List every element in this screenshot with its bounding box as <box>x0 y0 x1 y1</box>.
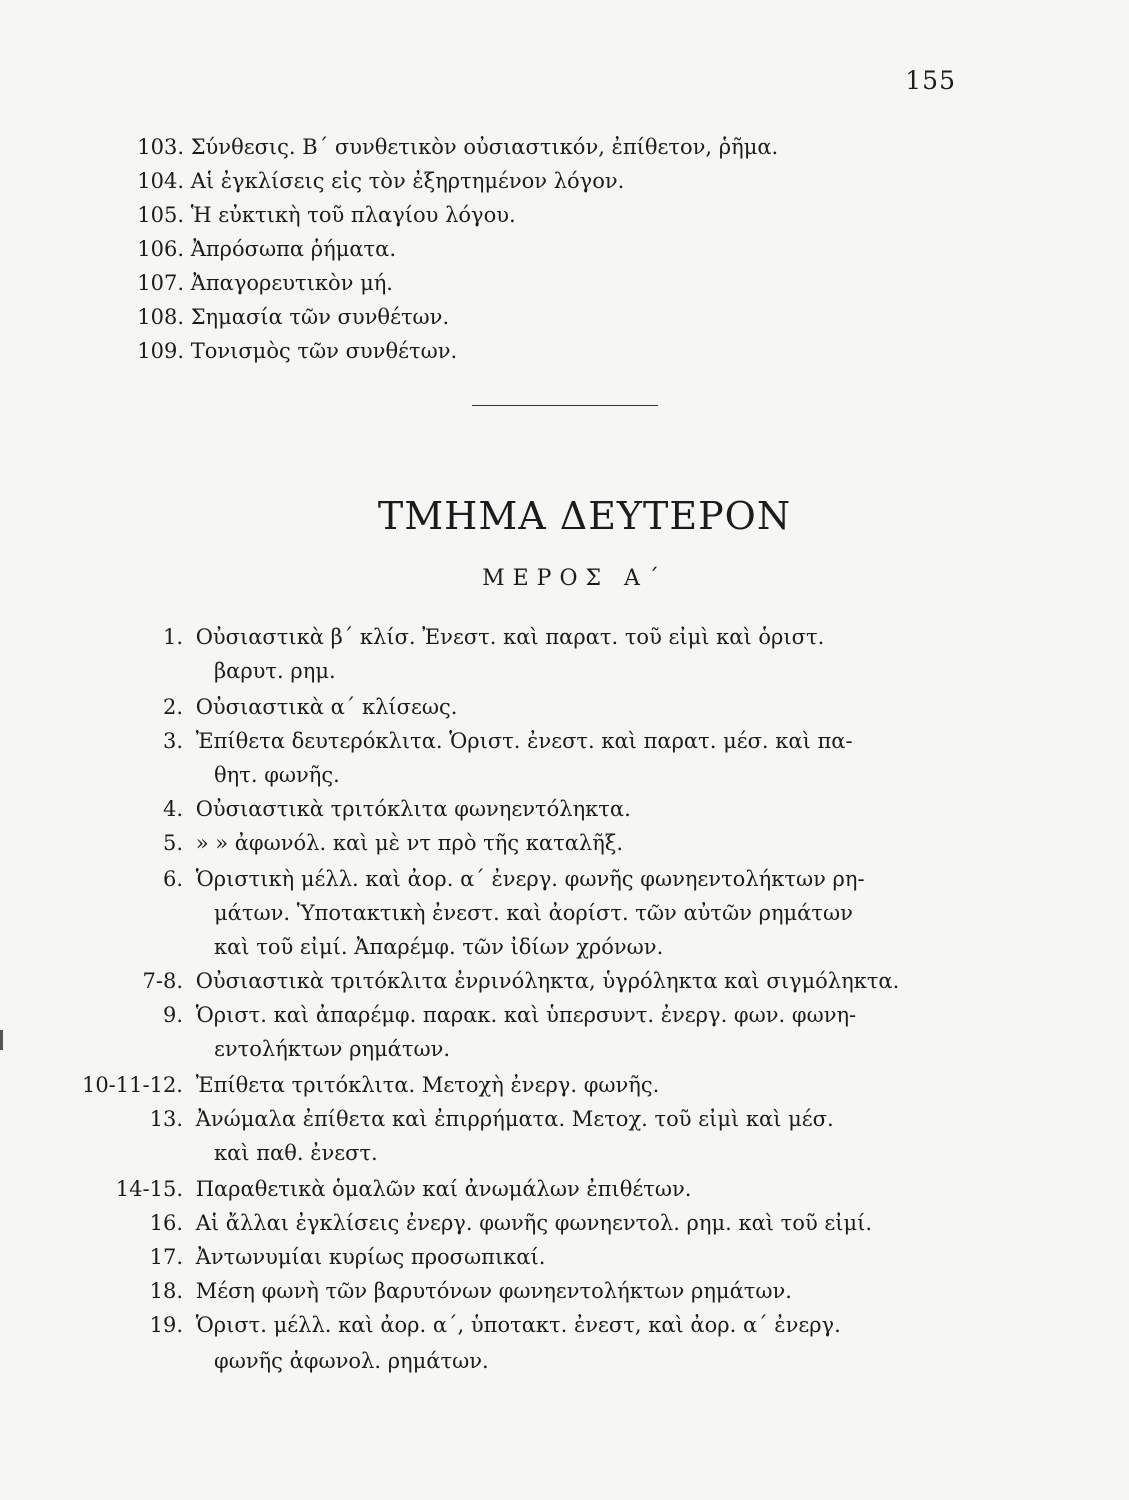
list-item <box>118 164 624 198</box>
item-text: Ἀπαγορευτικὸν μή. <box>190 271 393 295</box>
list-item <box>0 792 631 826</box>
item-number: 2. <box>162 695 183 719</box>
item-number: 18. <box>149 1279 183 1303</box>
list-item <box>0 1274 792 1308</box>
item-continuation: εντολήκτων ρημάτων. <box>214 1037 451 1061</box>
list-item <box>118 334 457 368</box>
item-number: 106. <box>137 237 184 261</box>
item-number: 16. <box>149 1211 183 1235</box>
list-item <box>0 1308 841 1342</box>
item-number: 5. <box>162 831 183 855</box>
item-text: Οὐσιαστικὰ α΄ κλίσεως. <box>195 695 458 719</box>
item-number: 13. <box>149 1107 183 1131</box>
item-number: 108. <box>137 305 184 329</box>
item-number: 107. <box>137 271 184 295</box>
item-text: Ἡ εὐκτικὴ τοῦ πλαγίου λόγου. <box>190 203 516 227</box>
item-number: 105. <box>137 203 184 227</box>
item-text: Ἀνώμαλα ἐπίθετα καὶ ἐπιρρήματα. Μετοχ. τοῦ εἰμὶ καὶ μέσ. <box>195 1107 834 1131</box>
item-number: 9. <box>162 1003 183 1027</box>
item-number: 1. <box>162 625 183 649</box>
item-text: Οὐσιαστικὰ β΄ κλίσ. Ἐνεστ. καὶ παρατ. τοῦ εἰμὶ καὶ ὁριστ. <box>195 625 825 649</box>
list-item <box>118 266 393 300</box>
list-item <box>0 826 623 860</box>
item-number: 104. <box>137 169 184 193</box>
item-text: Ἀπρόσωπα ῥήματα. <box>190 237 396 261</box>
item-text: Ἐπίθετα τριτόκλιτα. Μετοχὴ ἐνεργ. φωνῆς. <box>195 1073 660 1097</box>
item-number: 17. <box>149 1245 183 1269</box>
list-item <box>118 130 778 164</box>
item-number: 10-11-12. <box>81 1073 183 1097</box>
list-item <box>0 862 865 896</box>
divider-rule <box>472 405 658 406</box>
item-text: Ἐπίθετα δευτερόκλιτα. Ὁριστ. ἐνεστ. καὶ παρατ. μέσ. καὶ πα- <box>195 729 853 753</box>
item-number: 6. <box>162 867 183 891</box>
list-item <box>118 232 396 266</box>
item-number: 7-8. <box>142 969 183 993</box>
item-text: Αἱ ἄλλαι ἐγκλίσεις ἐνεργ. φωνῆς φωνηεντολ. ρημ. καὶ τοῦ εἰμί. <box>195 1211 873 1235</box>
item-text: Αἱ ἐγκλίσεις εἰς τὸν ἐξηρτημένον λόγον. <box>190 169 625 193</box>
list-item <box>0 620 824 654</box>
item-text: Παραθετικὰ ὁμαλῶν καί ἀνωμάλων ἐπιθέτων. <box>195 1177 692 1201</box>
section-title: ΤΜΗΜΑ ΔΕΥΤΕΡΟΝ <box>377 494 792 538</box>
page-number: 155 <box>905 66 956 95</box>
item-number: 19. <box>149 1313 183 1337</box>
item-number: 14-15. <box>115 1177 183 1201</box>
item-number: 103. <box>137 135 184 159</box>
item-continuation: καὶ τοῦ εἰμί. Ἀπαρέμφ. τῶν ἰδίων χρόνων. <box>214 935 664 959</box>
item-text: Σημασία τῶν συνθέτων. <box>190 305 450 329</box>
item-text: Σύνθεσις. Β΄ συνθετικὸν οὐσιαστικόν, ἐπίθετον, ῥῆμα. <box>190 135 779 159</box>
item-continuation: βαρυτ. ρημ. <box>214 659 336 683</box>
list-item <box>0 724 853 758</box>
list-item <box>0 1102 834 1136</box>
item-text: Οὐσιαστικὰ τριτόκλιτα ἐνρινόληκτα, ὑγρόληκτα καὶ σιγμόληκτα. <box>195 969 900 993</box>
list-item <box>0 998 856 1032</box>
item-number: 4. <box>162 797 183 821</box>
item-continuation: καὶ παθ. ἐνεστ. <box>214 1141 378 1165</box>
item-number: 3. <box>162 729 183 753</box>
list-item <box>0 1240 545 1274</box>
list-item <box>118 198 516 232</box>
list-item <box>0 690 457 724</box>
item-text: Ἀντωνυμίαι κυρίως προσωπικαί. <box>195 1245 546 1269</box>
margin-mark <box>0 1030 3 1050</box>
item-text: Ὁριστικὴ μέλλ. καὶ ἀορ. α΄ ἐνεργ. φωνῆς φωνηεντολήκτων ρη- <box>195 867 865 891</box>
item-text: » » ἀφωνόλ. καὶ μὲ ντ πρὸ τῆς καταλῆξ. <box>195 831 624 855</box>
list-item <box>0 964 899 998</box>
item-text: Μέση φωνὴ τῶν βαρυτόνων φωνηεντολήκτων ρημάτων. <box>195 1279 792 1303</box>
part-title: ΜΕΡΟΣ Α΄ <box>482 566 667 591</box>
item-continuation: μάτων. Ὑποτακτικὴ ἐνεστ. καὶ ἀορίστ. τῶν αὐτῶν ρημάτων <box>214 901 853 925</box>
item-text: Ὁριστ. καὶ ἀπαρέμφ. παρακ. καὶ ὑπερσυντ. ἐνεργ. φων. φωνη- <box>195 1003 857 1027</box>
list-item <box>0 1172 691 1206</box>
item-text: Τονισμὸς τῶν συνθέτων. <box>190 339 458 363</box>
item-continuation: φωνῆς ἀφωνολ. ρημάτων. <box>214 1349 489 1373</box>
item-text: Οὐσιαστικὰ τριτόκλιτα φωνηεντόληκτα. <box>195 797 631 821</box>
item-continuation: θητ. φωνῆς. <box>214 763 340 787</box>
item-number: 109. <box>137 339 184 363</box>
list-item <box>0 1068 659 1102</box>
list-item <box>118 300 449 334</box>
list-item <box>0 1206 872 1240</box>
item-text: Ὁριστ. μέλλ. καὶ ἀορ. α΄, ὑποτακτ. ἐνεστ, καὶ ἀορ. α΄ ἐνεργ. <box>195 1313 841 1337</box>
